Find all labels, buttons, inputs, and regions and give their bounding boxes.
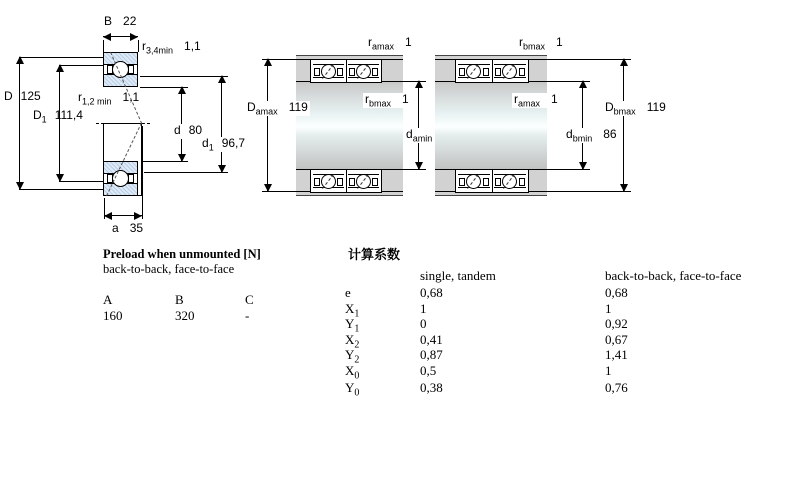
cage <box>314 68 320 76</box>
cage <box>372 68 378 76</box>
b-dimension-line <box>103 36 138 37</box>
cage <box>459 68 465 76</box>
preload-col-C: C <box>245 292 254 307</box>
bearing-cell <box>346 60 381 82</box>
dim-label-D1: $D_1$ 111,4 <box>33 108 83 125</box>
d-cap-leader-bottom <box>19 189 103 190</box>
factor-value-single: 0,5 <box>420 363 437 378</box>
bearing-cell <box>311 170 347 192</box>
block-a-bottom-edge <box>296 195 403 196</box>
factor-value-single: 0,87 <box>420 347 443 362</box>
factor-row-label: $Y_2$ <box>345 347 360 366</box>
bearing-cell <box>346 170 381 192</box>
bearing-cell <box>456 60 493 82</box>
cage <box>519 68 525 76</box>
factor-row-label: $X_0$ <box>345 363 360 382</box>
block-b-bottom-edge <box>435 195 547 196</box>
bearing-cell <box>492 60 528 82</box>
dim-label-r34min: $r_{3,4min}$ 1,1 <box>142 39 201 56</box>
bearing-cell <box>456 170 493 192</box>
preload-value-C: - <box>245 308 250 323</box>
b-ext-line-right <box>138 40 139 52</box>
d1-leader-bottom <box>144 172 228 173</box>
cage <box>495 68 501 76</box>
factors-col-single: single, tandem <box>420 268 496 283</box>
preload-col-A: A <box>103 292 113 307</box>
factor-value-single: 0,68 <box>420 285 443 300</box>
cage <box>314 178 320 186</box>
factor-value-btb: 1 <box>605 301 612 316</box>
dim-label-a: a 35 <box>112 221 144 235</box>
dim-label-Damax: $D_{amax}$ 119 <box>247 100 308 117</box>
d-cap-leader-top <box>19 57 103 58</box>
bearing-pair-bottom-b <box>455 169 529 193</box>
cage <box>349 68 355 76</box>
factor-value-btb: 1 <box>605 363 612 378</box>
block-b-top-edge <box>435 55 547 56</box>
d1-cap-leader-top <box>59 65 103 66</box>
bearing-pair-top-b <box>455 59 529 83</box>
factor-row-label: e <box>345 285 351 300</box>
factor-value-btb: 0,92 <box>605 316 628 331</box>
dim-label-B: B 22 <box>104 14 137 28</box>
factors-title: 计算系数 <box>348 247 401 262</box>
cage <box>372 178 378 186</box>
bearing-cell <box>492 170 528 192</box>
dim-label-Dbmax: $D_{bmax}$ 119 <box>605 100 666 117</box>
a-dimension-line <box>104 215 142 216</box>
factor-row-label: $Y_1$ <box>345 316 360 335</box>
factor-value-single: 0 <box>420 316 427 331</box>
preload-value-A: 160 <box>103 308 123 323</box>
preload-value-B: 320 <box>175 308 195 323</box>
factor-value-btb: 1,41 <box>605 347 628 362</box>
d1-dimension-line <box>221 76 222 172</box>
dim-label-rbmax-b: $r_{bmax}$ 1 <box>519 35 563 52</box>
cage <box>483 178 489 186</box>
dim-label-dbmin: $d_{bmin}$ 86 <box>566 127 617 144</box>
factors-col-btb: back-to-back, face-to-face <box>605 268 742 283</box>
d-cap-dimension-line <box>19 57 20 189</box>
factor-value-single: 1 <box>420 301 427 316</box>
factor-row-label: $Y_0$ <box>345 380 360 399</box>
cage <box>519 178 525 186</box>
preload-title: Preload when unmounted [N] <box>103 247 261 261</box>
damin-dimension-line <box>418 81 419 169</box>
preload-col-B: B <box>175 292 184 307</box>
factor-value-single: 0,41 <box>420 332 443 347</box>
Dbmax-dimension-line <box>623 59 624 191</box>
dbmin-dimension-line <box>582 81 583 169</box>
factor-value-single: 0,38 <box>420 380 443 395</box>
dim-label-r12min: $r_{1,2 min}$ 1,1 <box>78 90 140 107</box>
dim-label-D: D 125 <box>4 89 41 103</box>
bearing-cell <box>311 60 347 82</box>
cage <box>337 178 343 186</box>
cage <box>349 178 355 186</box>
dim-label-rbmax-a: $r_{bmax}$ 1 <box>365 92 409 109</box>
d1-leader-top <box>140 76 228 77</box>
cage <box>483 68 489 76</box>
cage <box>337 68 343 76</box>
cage <box>495 178 501 186</box>
bearing-section-top <box>103 52 138 87</box>
a-ext-line-right <box>142 126 143 219</box>
dim-label-damin: $d_{amin}$ <box>404 128 459 143</box>
dim-label-d1: $d_1$ 96,7 <box>202 136 246 153</box>
d1-cap-leader-bottom <box>59 181 103 182</box>
block-a-top-edge <box>296 55 403 56</box>
factor-value-btb: 0,76 <box>605 380 628 395</box>
dim-label-ramax-b: $r_{amax}$ 1 <box>514 92 558 109</box>
factor-row-label: $X_2$ <box>345 332 360 351</box>
dim-label-ramax-a: $r_{amax}$ 1 <box>368 35 412 52</box>
bearing-pair-bottom-a <box>310 169 382 193</box>
preload-subtitle: back-to-back, face-to-face <box>103 262 235 276</box>
factor-value-btb: 0,67 <box>605 332 628 347</box>
cage <box>459 178 465 186</box>
dim-label-d: d 80 <box>172 124 204 139</box>
Damax-dimension-line <box>267 59 268 191</box>
factor-value-btb: 0,68 <box>605 285 628 300</box>
b-ext-line-left <box>103 40 104 52</box>
bearing-pair-top-a <box>310 59 382 83</box>
factor-row-label: $X_1$ <box>345 301 360 320</box>
